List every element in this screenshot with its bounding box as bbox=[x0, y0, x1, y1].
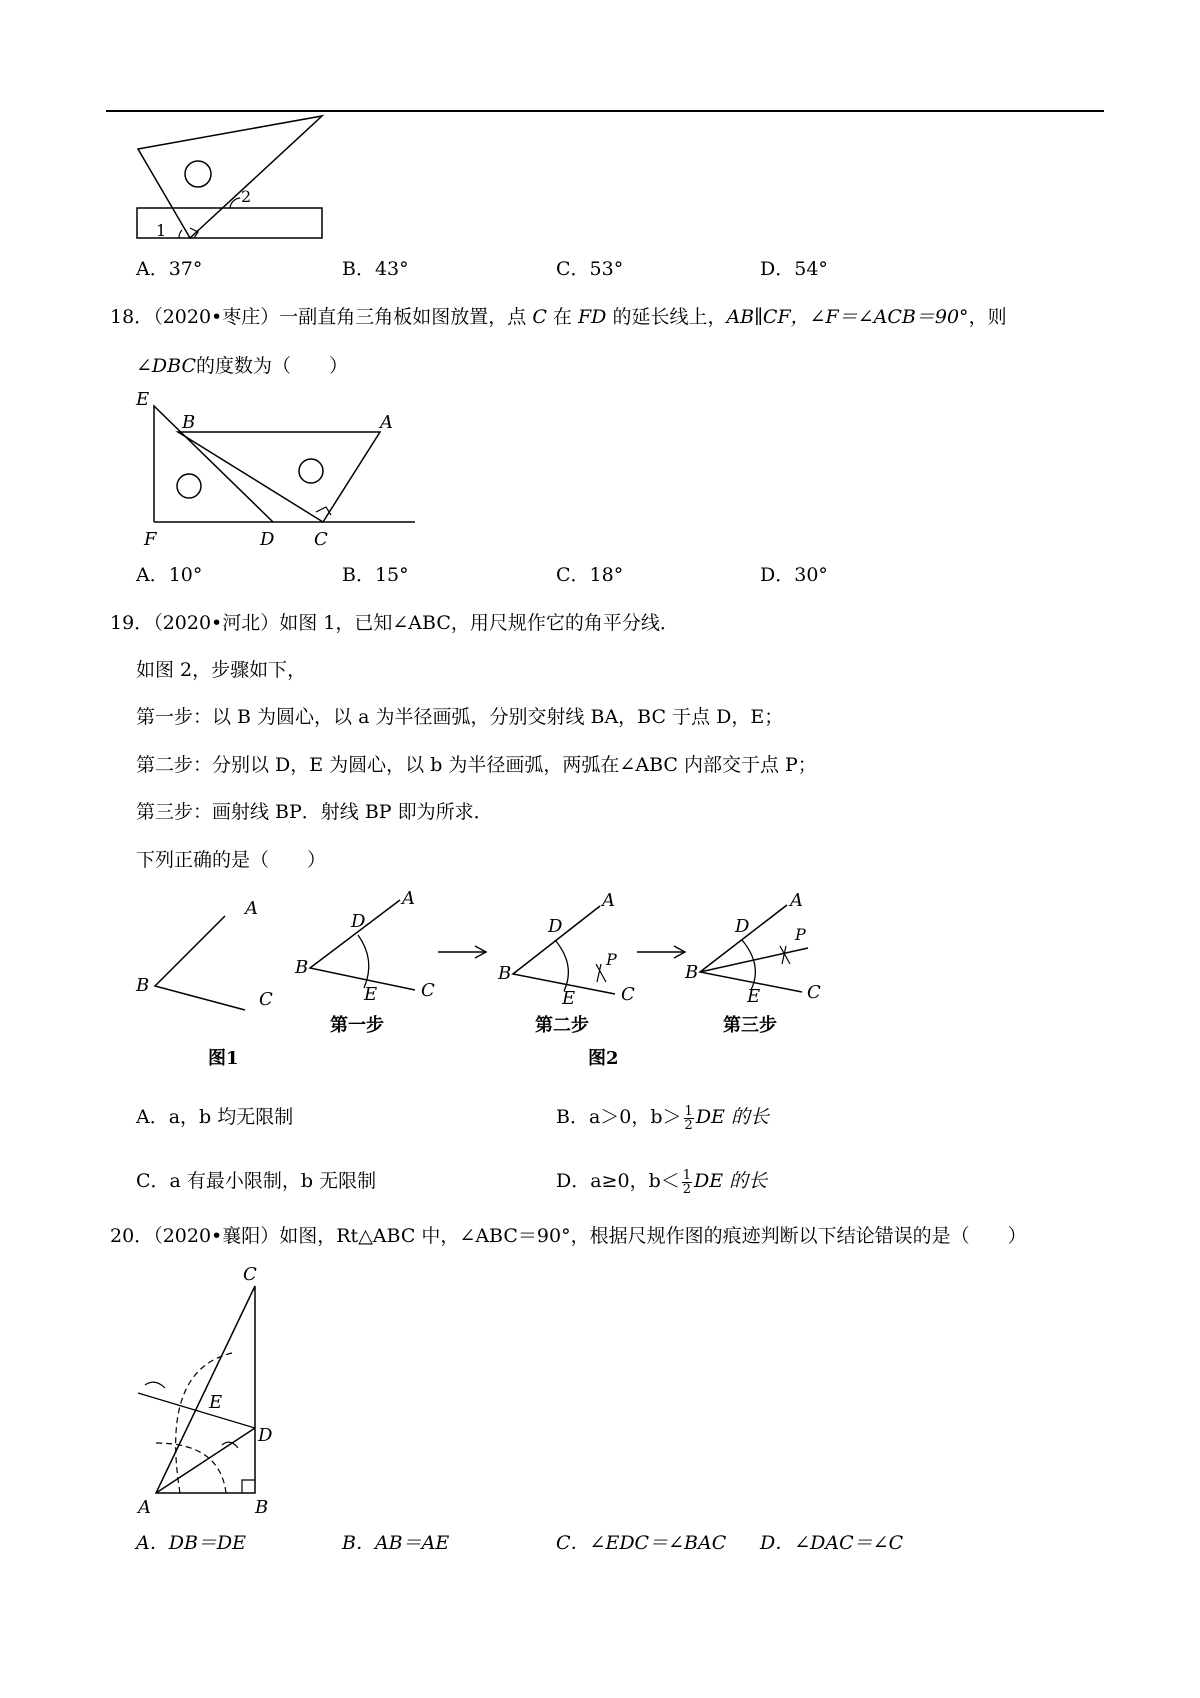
svg-text:A: A bbox=[402, 888, 415, 909]
q20-option-a: A．DB＝DE bbox=[136, 1532, 247, 1554]
svg-text:C: C bbox=[421, 980, 435, 1001]
svg-text:C: C bbox=[621, 984, 635, 1005]
q17-figure bbox=[130, 115, 330, 245]
svg-text:P: P bbox=[795, 925, 806, 944]
q19-line2: 如图 2，步骤如下， bbox=[136, 659, 307, 681]
q19-option-b: B．a＞0，b＞ $\frac{1}{2}$ DE 的长 bbox=[556, 1103, 769, 1133]
q19-option-c: C．a 有最小限制，b 无限制 bbox=[136, 1170, 377, 1192]
q19-option-a: A．a，b 均无限制 bbox=[136, 1106, 294, 1128]
svg-text:C: C bbox=[807, 982, 821, 1003]
svg-text:D: D bbox=[548, 916, 563, 937]
angle-label-1: 1 bbox=[156, 221, 167, 240]
label-a: A bbox=[138, 1497, 151, 1518]
q18-line1: 18．（2020•枣庄）一副直角三角板如图放置，点 C 在 FD 的延长线上，AB∥CF，∠F＝∠ACB＝90°，则 bbox=[110, 306, 1007, 328]
q19-source: （2020•河北） bbox=[153, 612, 280, 634]
svg-text:E: E bbox=[562, 988, 576, 1009]
q20-figure bbox=[130, 1260, 290, 1520]
q20-line1: 20．（2020•襄阳）如图，Rt△ABC 中，∠ABC＝90°，根据尺规作图的痕迹判断以下结论错误的是（ ） bbox=[110, 1225, 1027, 1247]
angle-label-2: 2 bbox=[241, 187, 252, 206]
q18-option-b: B．15° bbox=[342, 564, 409, 586]
q17-option-a: A．37° bbox=[136, 258, 203, 280]
q17-option-c: C．53° bbox=[556, 258, 624, 280]
triangle-plate bbox=[138, 116, 322, 238]
q19-step2: 第二步：分别以 D，E 为圆心，以 b 为半径画弧，两弧在∠ABC 内部交于点 P； bbox=[136, 754, 817, 776]
fig1-angle bbox=[135, 898, 273, 1010]
q19-number: 19． bbox=[110, 612, 154, 634]
q18-option-d: D．30° bbox=[760, 564, 828, 586]
plate-abc bbox=[178, 432, 380, 522]
caption-step3: 第三步 bbox=[723, 1015, 777, 1036]
fraction-half: $\frac{1}{2}$ bbox=[684, 1103, 693, 1133]
caption-step2: 第二步 bbox=[535, 1015, 589, 1036]
q18-number: 18． bbox=[110, 306, 154, 328]
caption-fig2: 图2 bbox=[588, 1048, 619, 1069]
q19-step1: 第一步：以 B 为圆心，以 a 为半径画弧，分别交射线 BA，BC 于点 D，E； bbox=[136, 706, 784, 728]
q17-option-d: D．54° bbox=[760, 258, 828, 280]
svg-text:B: B bbox=[498, 963, 512, 984]
q19-figure bbox=[130, 890, 870, 1075]
label-a: A bbox=[380, 412, 393, 433]
q20-option-b: B．AB＝AE bbox=[342, 1532, 450, 1554]
q18-option-c: C．18° bbox=[556, 564, 624, 586]
svg-text:B: B bbox=[295, 957, 309, 978]
label-b: B bbox=[182, 412, 196, 433]
q19-line1: 19．（2020•河北）如图 1，已知∠ABC，用尺规作它的角平分线． bbox=[110, 612, 679, 634]
q18-figure bbox=[130, 385, 420, 555]
q18-source: （2020•枣庄） bbox=[153, 306, 280, 328]
q20-source: （2020•襄阳） bbox=[153, 1225, 280, 1247]
q19-step3: 第三步：画射线 BP．射线 BP 即为所求． bbox=[136, 801, 493, 823]
plate-hole bbox=[185, 161, 211, 187]
header-rule bbox=[106, 110, 1104, 112]
q18-option-a: A．10° bbox=[136, 564, 203, 586]
q18-line2: ∠DBC的度数为（ ） bbox=[136, 355, 349, 377]
svg-text:D: D bbox=[351, 911, 366, 932]
label-b: B bbox=[255, 1497, 269, 1518]
svg-text:A: A bbox=[790, 890, 803, 911]
svg-text:C: C bbox=[259, 989, 273, 1010]
svg-text:A: A bbox=[245, 898, 258, 919]
svg-text:B: B bbox=[685, 962, 699, 983]
q19-option-d: D．a≥0，b＜ $\frac{1}{2}$ DE 的长 bbox=[556, 1167, 768, 1197]
label-d: D bbox=[258, 1425, 273, 1446]
label-f: F bbox=[144, 529, 157, 550]
plate-efd bbox=[154, 406, 273, 522]
step1-figure bbox=[294, 888, 435, 1005]
q20-number: 20． bbox=[110, 1225, 154, 1247]
step2-figure bbox=[497, 890, 635, 1009]
svg-text:E: E bbox=[364, 984, 378, 1005]
label-c: C bbox=[314, 529, 328, 550]
svg-text:B: B bbox=[136, 975, 150, 996]
caption-step1: 第一步 bbox=[330, 1015, 384, 1036]
caption-fig1: 图1 bbox=[208, 1048, 239, 1069]
q17-option-b: B．43° bbox=[342, 258, 409, 280]
svg-text:D: D bbox=[735, 916, 750, 937]
q20-option-c: C．∠EDC＝∠BAC bbox=[556, 1532, 727, 1554]
q20-option-d: D．∠DAC＝∠C bbox=[760, 1532, 904, 1554]
label-c: C bbox=[243, 1264, 257, 1285]
fraction-half: $\frac{1}{2}$ bbox=[682, 1167, 692, 1197]
svg-text:P: P bbox=[606, 950, 617, 969]
label-e: E bbox=[209, 1392, 223, 1413]
step3-figure bbox=[684, 890, 821, 1007]
q19-line6: 下列正确的是（ ） bbox=[136, 849, 327, 871]
triangle-abc bbox=[156, 1286, 255, 1493]
label-d: D bbox=[260, 529, 275, 550]
label-e: E bbox=[136, 389, 150, 410]
svg-text:E: E bbox=[747, 986, 761, 1007]
svg-text:A: A bbox=[602, 890, 615, 911]
